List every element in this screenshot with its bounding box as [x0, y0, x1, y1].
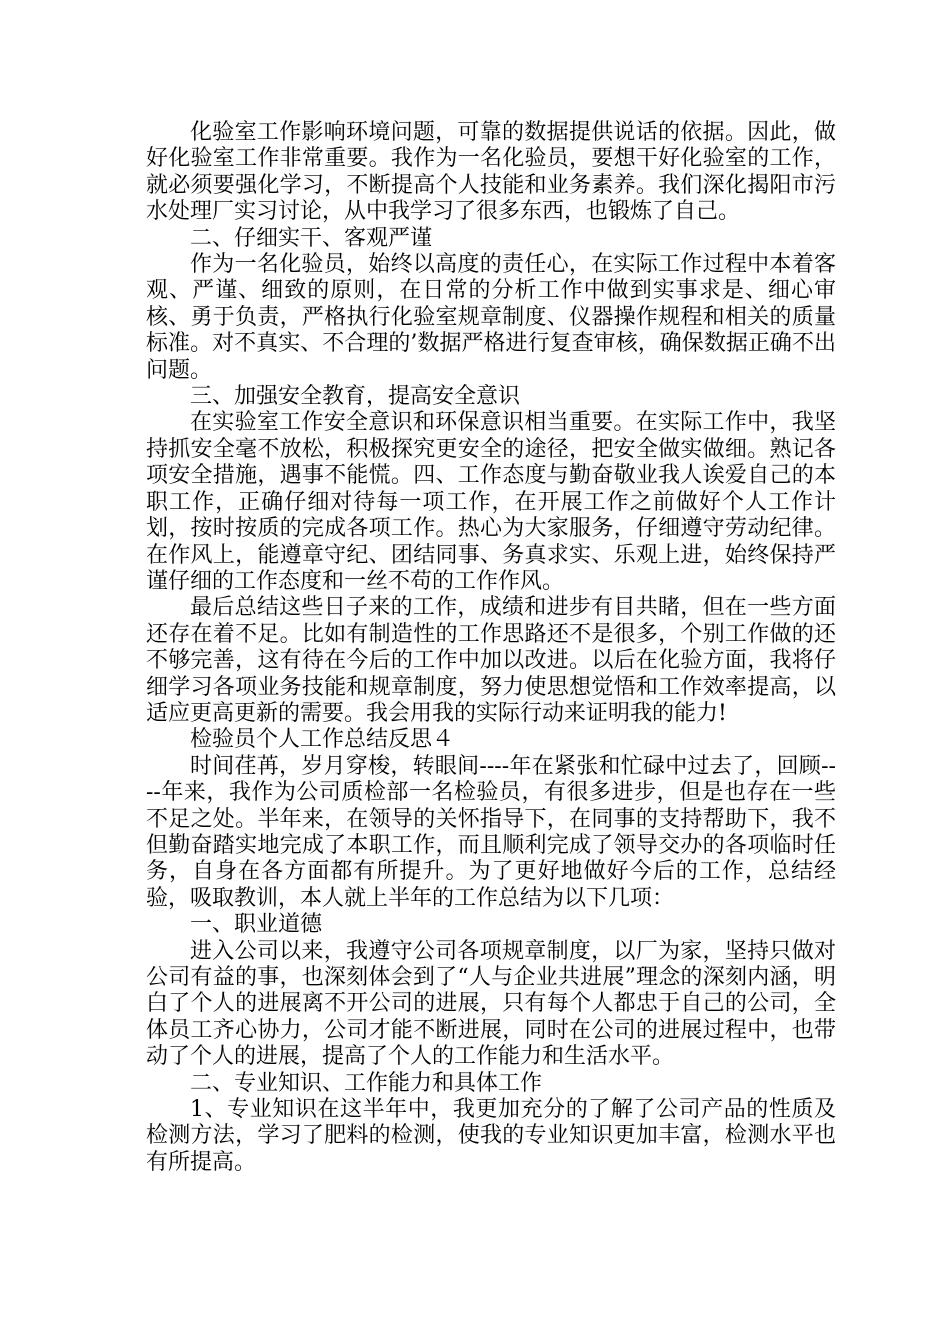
paragraph-knowledge: 1、专业知识在这半年中，我更加充分的了解了公司产品的性质及检测方法，学习了肥料的检测，使我的专业知识更加丰富，检测水平也有所提高。	[146, 1097, 836, 1175]
paragraph-ethics: 进入公司以来，我遵守公司各项规章制度，以厂为家，坚持只做对公司有益的事，也深刻体会到了“人与企业共进展”理念的深刻内涵，明白了个人的进展离不开公司的进展，只有每个人都忠于自己的公司，全体员工齐心协力，公司才能不断进展，同时在公司的进展过程中，也带动了个人的进展，提高了个人的工作能力和生活水平。	[146, 938, 836, 1070]
paragraph-lab-importance: 化验室工作影响环境问题，可靠的数据提供说话的依据。因此，做好化验室工作非常重要。我作为一名化验员，要想干好化验室的工作，就必须要强化学习，不断提高个人技能和业务素养。我们深化揭阳市污水处理厂实习讨论，从中我学习了很多东西，也锻炼了自己。	[146, 120, 836, 225]
paragraph-half-year-review: 时间荏苒，岁月穿梭，转眼间----年在紧张和忙碌中过去了，回顾----年来，我作为公司质检部一名检验员，有很多进步，但是也存在一些不足之处。半年来，在领导的关怀指导下，在同事的支持帮助下，我不但勤奋踏实地完成了本职工作，而且顺利完成了领导交办的各项临时任务，自身在各方面都有所提升。为了更好地做好今后的工作，总结经验，吸取教训，本人就上半年的工作总结为以下几项：	[146, 753, 836, 911]
paragraph-conclusion: 最后总结这些日子来的工作，成绩和进步有目共睹，但在一些方面还存在着不足。比如有制造性的工作思路还不是很多，个别工作做的还不够完善，这有待在今后的工作中加以改进。以后在化验方面，我将仔细学习各项业务技能和规章制度，努力使思想觉悟和工作效率提高，以适应更高更新的需要。我会用我的实际行动来证明我的能力!	[146, 595, 836, 726]
heading-professional-ethics: 一、职业道德	[190, 912, 323, 938]
section-title-summary-4: 检验员个人工作总结反思４	[190, 727, 455, 753]
heading-professional-knowledge: 二、专业知识、工作能力和具体工作	[190, 1070, 543, 1096]
paragraph-responsibility: 作为一名化验员，始终以高度的责任心，在实际工作过程中本着客观、严谨、细致的原则，在日常的分析工作中做到实事求是、细心审核、勇于负责，严格执行化验室规章制度、仪器操作规程和相关的质量标准。对不真实、不合理的’数据严格进行复查审核，确保数据正确不出问题。	[146, 252, 836, 383]
document-page	[146, 120, 836, 1176]
heading-safety-education: 三、加强安全教育，提高安全意识	[190, 384, 521, 410]
heading-diligent-objective: 二、仔细实干、客观严谨	[190, 225, 433, 251]
paragraph-safety: 在实验室工作安全意识和环保意识相当重要。在实际工作中，我坚持抓安全毫不放松，积极探究更安全的途径，把安全做实做细。熟记各项安全措施，遇事不能慌。四、工作态度与勤奋敬业我人诶爱自己的本职工作，正确仔细对待每一项工作，在开展工作之前做好个人工作计划，按时按质的完成各项工作。热心为大家服务，仔细遵守劳动纪律。在作风上，能遵章守纪、团结同事、务真求实、乐观上进，始终保持严谨仔细的工作态度和一丝不苟的工作作风。	[146, 410, 836, 594]
